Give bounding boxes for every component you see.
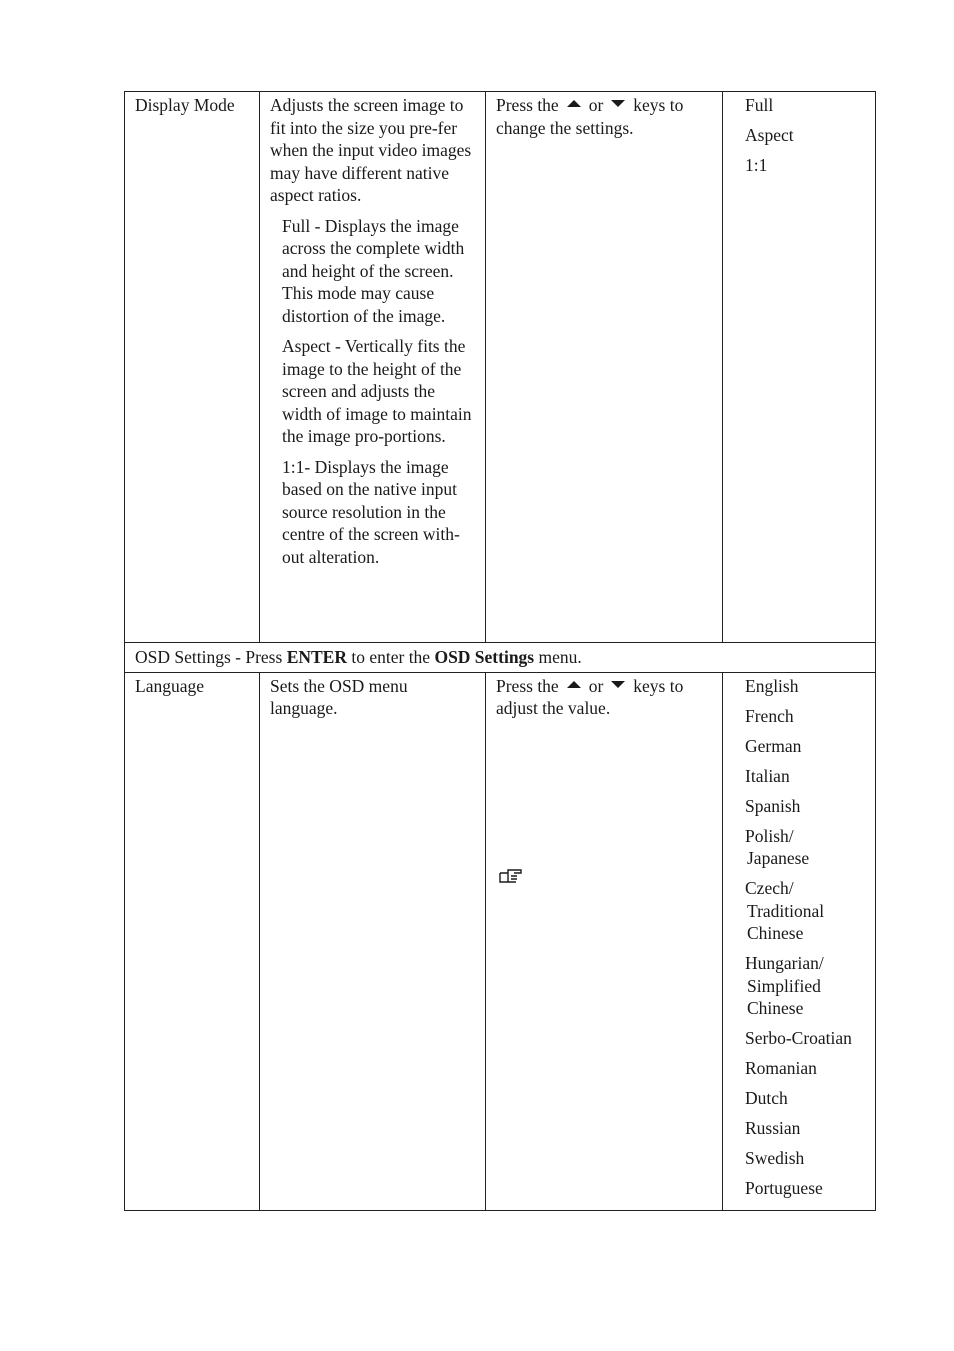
- instruction-mid: or: [588, 95, 604, 115]
- option-text: English: [745, 675, 799, 696]
- list-item: [745, 1177, 866, 1200]
- list-item: [745, 1027, 866, 1050]
- instruction-pre: Press the: [496, 675, 559, 696]
- list-item: [745, 952, 866, 1020]
- setting-name: Language: [125, 672, 260, 1211]
- up-arrow-icon: [567, 100, 581, 107]
- list-item: [745, 735, 866, 758]
- setting-description: [260, 92, 486, 643]
- down-arrow-icon: [611, 681, 625, 688]
- instruction-pre: Press the: [496, 95, 559, 115]
- up-arrow-icon: [567, 681, 581, 688]
- option-text: Russian: [745, 1118, 801, 1138]
- setting-options: [723, 92, 876, 643]
- option-text: Serbo-Croatian: [745, 1028, 852, 1048]
- option-text: Chinese: [747, 923, 804, 943]
- option-text: Italian: [745, 765, 790, 786]
- option-text: Czech/: [745, 878, 794, 898]
- osd-settings-label: OSD Settings: [434, 647, 535, 667]
- language-option-list: [733, 675, 866, 1200]
- option-text: Polish/: [745, 825, 794, 846]
- description-one-to-one: 1:1- Displays the image based on the native input source resolution in the centre of the screen with-out alteration.: [282, 456, 460, 567]
- list-item: 1:1: [745, 155, 768, 175]
- instruction-mid: or: [588, 675, 604, 696]
- option-text: Portuguese: [745, 1178, 823, 1198]
- option-text: French: [745, 705, 794, 726]
- option-text: Swedish: [745, 1148, 805, 1168]
- settings-table: [124, 91, 876, 1211]
- option-list: [733, 94, 866, 177]
- list-item: [745, 877, 866, 945]
- option-text: Chinese: [747, 998, 804, 1018]
- option-text: Simplified: [747, 975, 821, 996]
- list-item: [745, 1117, 866, 1140]
- list-item: [745, 675, 866, 698]
- table-row-language: [125, 672, 876, 1211]
- list-item: [745, 1147, 866, 1170]
- setting-description: Sets the OSD menu language.: [260, 672, 486, 1211]
- list-item: [745, 1087, 866, 1110]
- list-item: Full: [745, 95, 774, 115]
- instruction-post: keys to change the settings.: [496, 95, 684, 138]
- instruction-post: keys to adjust the value.: [496, 675, 684, 718]
- setting-instruction: [486, 672, 723, 1211]
- option-text: Spanish: [745, 795, 801, 816]
- list-item: Aspect: [745, 125, 794, 145]
- option-text: Hungarian/: [745, 953, 824, 973]
- option-text: Dutch: [745, 1088, 788, 1108]
- description-full: Full - Displays the image across the complete width and height of the screen. This mode may cause distortion of the image.: [282, 215, 465, 326]
- pointing-hand-icon: [498, 867, 524, 885]
- option-text: German: [745, 735, 802, 756]
- description-aspect: Aspect - Vertically fits the image to the height of the screen and adjusts the width of image to maintain the image pro-portions.: [282, 336, 472, 446]
- table-row-display-mode: [125, 92, 876, 643]
- list-item: [745, 1057, 866, 1080]
- list-item: [745, 825, 866, 870]
- list-item: [745, 765, 866, 788]
- section-header: OSD Settings - Press ENTER to enter the OSD Settings menu.: [125, 643, 876, 673]
- option-text: Japanese: [747, 848, 810, 868]
- enter-key-label: ENTER: [286, 647, 347, 667]
- description-text: Adjusts the screen image to fit into the size you pre-fer when the input video images may have different native aspect ratios.: [270, 95, 472, 205]
- setting-options: [723, 672, 876, 1211]
- option-text: Romanian: [745, 1058, 817, 1078]
- table-row-section: [125, 643, 876, 673]
- down-arrow-icon: [611, 100, 625, 107]
- list-item: [745, 705, 866, 728]
- setting-name: Display Mode: [125, 92, 260, 643]
- list-item: [745, 795, 866, 818]
- option-text: Traditional: [747, 900, 825, 921]
- setting-instruction: [486, 92, 723, 643]
